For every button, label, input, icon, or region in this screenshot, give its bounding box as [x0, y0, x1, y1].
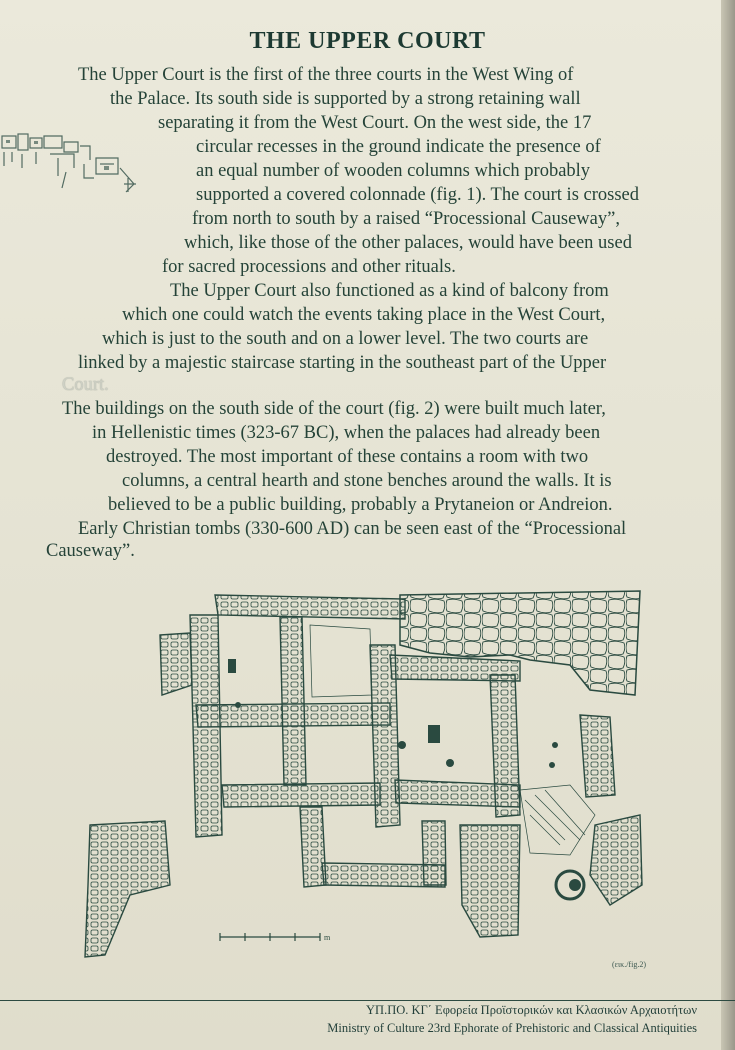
paragraph-line: an equal number of wooden columns which probably — [196, 161, 591, 181]
paragraph-line: columns, a central hearth and stone benches around the walls. It is — [122, 471, 612, 491]
figure-caption: (εικ./fig.2) — [612, 960, 646, 969]
footer-greek: ΥΠ.ΠΟ. ΚΓ΄ Εφορεία Προϊστορικών και Κλασικών Αρχαιοτήτων — [366, 1003, 697, 1017]
paragraph-line: the Palace. Its south side is supported by a strong retaining wall — [110, 89, 581, 109]
footer-rule — [0, 1000, 735, 1001]
paragraph-line: The Upper Court is the first of the three courts in the West Wing of — [78, 65, 574, 85]
paragraph-line: circular recesses in the ground indicate the presence of — [196, 137, 601, 157]
paragraph-line: believed to be a public building, probably a Prytaneion or Andreion. — [108, 495, 613, 515]
fig1-plan-thumbnail — [0, 128, 150, 198]
paragraph-line: from north to south by a raised “Processional Causeway”, — [192, 209, 620, 229]
paragraph-line: linked by a majestic staircase starting in the southeast part of the Upper — [78, 353, 607, 373]
fig2-site-plan — [50, 585, 650, 970]
paragraph-line: destroyed. The most important of these contains a room with two — [106, 447, 589, 467]
paragraph-line: which is just to the south and on a lower level. The two courts are — [102, 329, 589, 349]
paragraph-line: which one could watch the events taking place in the West Court, — [122, 305, 606, 325]
paragraph-line: which, like those of the other palaces, would have been used — [184, 233, 632, 253]
paragraph-line: Causeway”. — [46, 541, 135, 561]
paragraph-line: separating it from the West Court. On the west side, the 17 — [158, 113, 592, 133]
paragraph-line: Early Christian tombs (330-600 AD) can be seen east of the “Processional — [78, 519, 627, 539]
paragraph-line: Court. — [62, 375, 109, 395]
paragraph-line: The Upper Court also functioned as a kind of balcony from — [170, 281, 609, 301]
paragraph-line: supported a covered colonnade (fig. 1). The court is crossed — [196, 185, 639, 205]
sign-title: THE UPPER COURT — [249, 28, 486, 54]
scale-label: m — [324, 933, 331, 942]
paragraph-line: for sacred processions and other rituals. — [162, 257, 456, 277]
footer-english: Ministry of Culture 23rd Ephorate of Prehistoric and Classical Antiquities — [327, 1021, 697, 1035]
sign-edge — [721, 0, 735, 1050]
paragraph-line: The buildings on the south side of the court (fig. 2) were built much later, — [62, 399, 606, 419]
paragraph-line: in Hellenistic times (323-67 BC), when the palaces had already been — [92, 423, 601, 443]
